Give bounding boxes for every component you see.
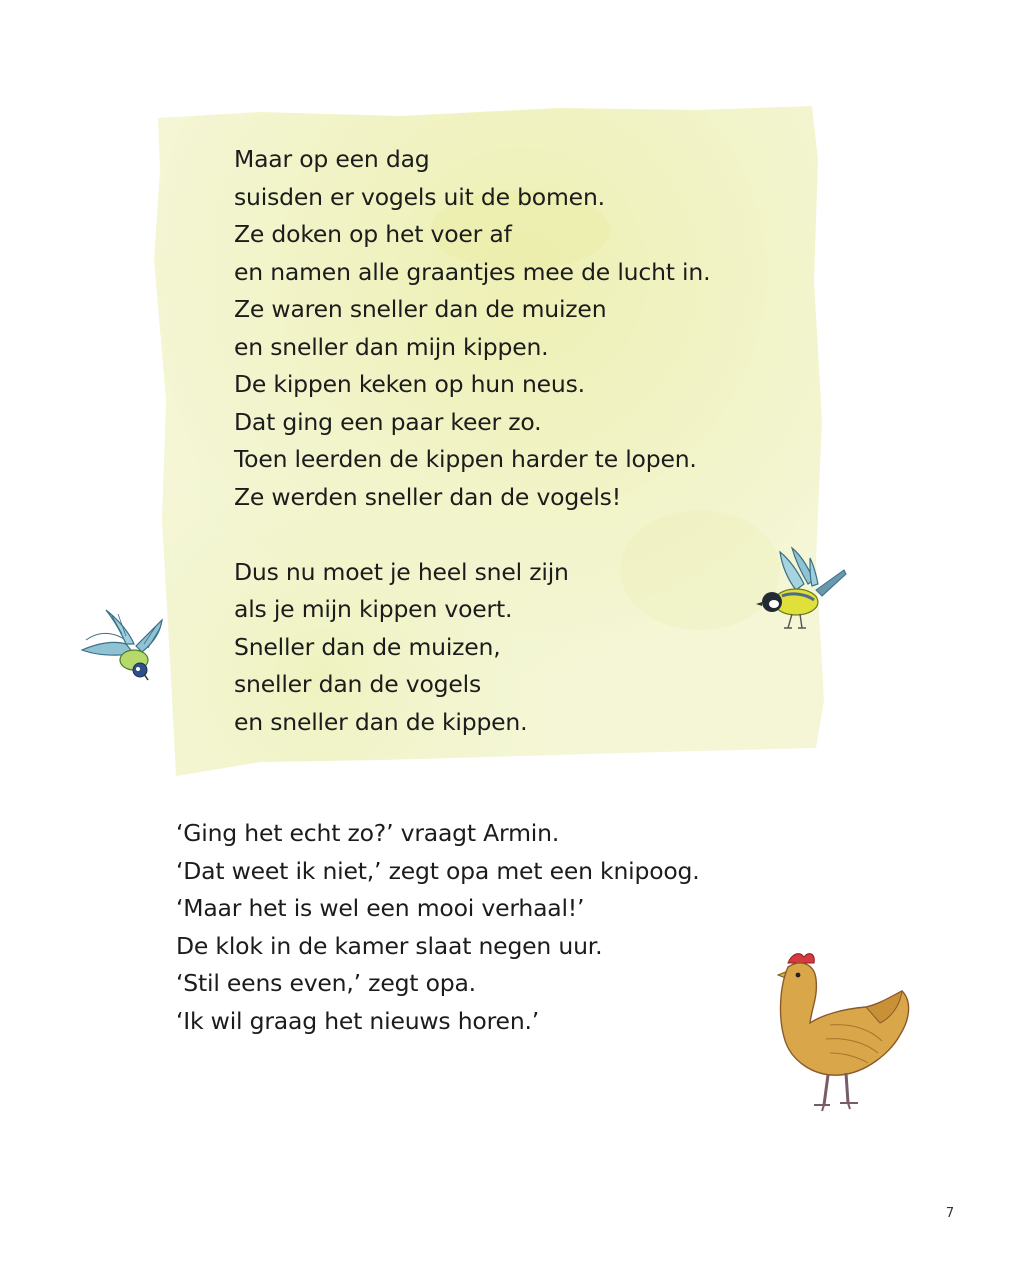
chicken-icon <box>770 945 920 1120</box>
poem-line: als je mijn kippen voert. <box>234 595 513 623</box>
story-line: ‘Maar het is wel een mooi verhaal!’ <box>176 894 585 922</box>
poem-line: Ze doken op het voer af <box>234 220 512 248</box>
poem-line: Sneller dan de muizen, <box>234 632 501 661</box>
story-line: ‘Dat weet ik niet,’ zegt opa met een knipoog. <box>176 856 700 885</box>
story-line: ‘Ging het echt zo?’ vraagt Armin. <box>176 819 560 847</box>
poem-line: Toen leerden de kippen harder te lopen. <box>234 445 697 473</box>
page-number: 7 <box>945 1206 955 1221</box>
poem-line: Dus nu moet je heel snel zijn <box>234 557 569 586</box>
poem-line: en sneller dan de kippen. <box>234 707 528 736</box>
poem-line: Maar op een dag <box>234 145 430 173</box>
stanza-break <box>234 516 794 554</box>
story-line: ‘Stil eens even,’ zegt opa. <box>176 969 476 997</box>
bird-icon <box>752 540 850 640</box>
story-text <box>176 815 776 1040</box>
poem-line: De kippen keken op hun neus. <box>234 370 585 398</box>
story-line: ‘Ik wil graag het nieuws horen.’ <box>176 1006 540 1035</box>
poem <box>234 141 794 741</box>
poem-line: Dat ging een paar keer zo. <box>234 407 542 436</box>
poem-line: Ze werden sneller dan de vogels! <box>234 482 621 511</box>
poem-line: en sneller dan mijn kippen. <box>234 332 549 361</box>
poem-line: suisden er vogels uit de bomen. <box>234 182 605 211</box>
poem-line: sneller dan de vogels <box>234 670 482 698</box>
poem-line: en namen alle graantjes mee de lucht in. <box>234 257 711 286</box>
story-line: De klok in de kamer slaat negen uur. <box>176 931 603 960</box>
bird-icon <box>76 600 180 692</box>
poem-line: Ze waren sneller dan de muizen <box>234 295 607 323</box>
